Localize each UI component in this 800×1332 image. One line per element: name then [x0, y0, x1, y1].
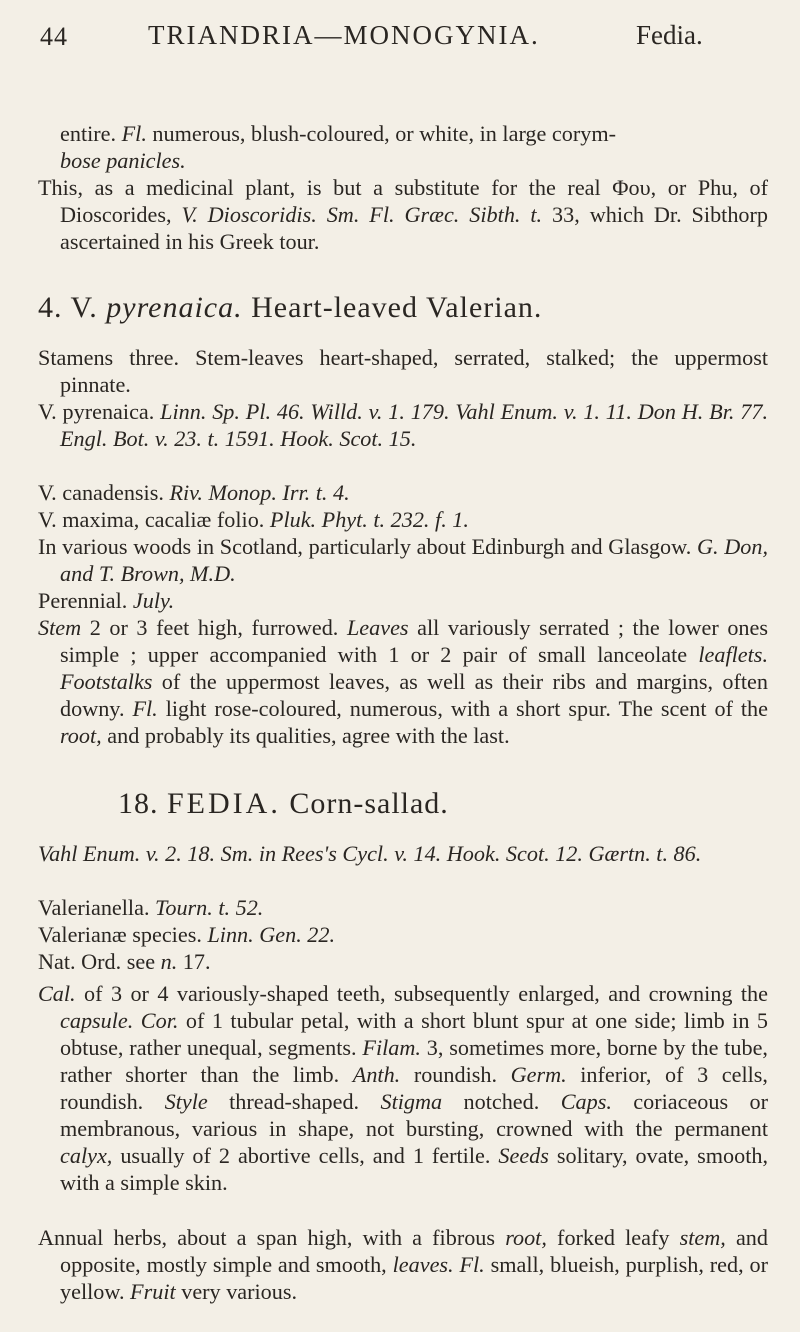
text: thread-shaped. [207, 1089, 381, 1114]
text-italic: Linn. Gen. 22. [207, 922, 336, 947]
text-italic: Anth. [352, 1062, 401, 1087]
text-italic: root, [60, 723, 102, 748]
text: forked leafy [546, 1225, 680, 1250]
genus-name: FEDIA. [167, 787, 281, 820]
text: inferior, of 3 cells, roundish. [60, 1062, 768, 1114]
common-name: Corn-sallad. [280, 787, 449, 820]
text: 17. [177, 949, 211, 974]
text-italic: Style [164, 1089, 208, 1114]
text-italic: Caps. [560, 1089, 612, 1114]
text-italic: Cal. [38, 981, 76, 1006]
text-italic: Cor. [140, 1008, 179, 1033]
synonym [38, 398, 768, 452]
running-genus: Fedia. [636, 20, 703, 50]
text-italic: Riv. Monop. Irr. t. 4. [169, 480, 350, 505]
text-italic: Fl. [132, 696, 158, 721]
text-italic: Stem [38, 615, 82, 640]
common-name: Heart-leaved Valerian. [242, 291, 543, 324]
text-italic: Linn. Sp. Pl. 46. Willd. v. 1. 179. Vahl Enum. v. 1. 11. Don H. Br. 77. Engl. Bot. v. 23. t. 1591. Hook. Scot. 15. [60, 399, 768, 451]
text-italic: Fl. [121, 121, 147, 146]
synonym [38, 506, 768, 533]
text: of 3 or 4 variously-shaped teeth, subsequently enlarged, and crowning the [75, 981, 768, 1006]
text-italic: Germ. [510, 1062, 567, 1087]
text: 33, which Dr. Sibthorp ascertained in his Greek tour. [60, 202, 768, 254]
text: entire. [60, 121, 122, 146]
genus-references [38, 921, 768, 948]
text: of 1 tubular petal, with a short blunt spur at one side; limb in 5 obtuse, rather unequal, segments. [60, 1008, 769, 1060]
text: 4. V. [38, 291, 107, 324]
text: Valerianæ species. [38, 922, 208, 947]
text: all variously serrated ; the lower ones simple ; upper accompanied with 1 or 2 pair of small lanceolate [60, 615, 768, 667]
text [133, 1008, 140, 1033]
text: 3, sometimes more, borne by the tube, rather shorter than the limb. [60, 1035, 768, 1087]
text-italic: Vahl Enum. v. 2. 18. Sm. in Rees's Cycl. v. 14. Hook. Scot. 12. Gærtn. t. 86. [38, 841, 702, 866]
text: V. pyrenaica. [38, 399, 161, 424]
genus-references [38, 894, 768, 921]
species-heading [38, 290, 768, 326]
text-italic: G. Don, and T. Brown, M.D. [60, 534, 769, 586]
text-italic: capsule. [60, 1008, 134, 1033]
running-header [40, 16, 760, 56]
text-italic: leaflets. [698, 642, 768, 667]
text-italic: root, [505, 1225, 547, 1250]
text: 2 or 3 feet high, furrowed. [81, 615, 347, 640]
running-title: TRIANDRIA—MONOGYNIA. [148, 20, 540, 50]
text: coriaceous or membranous, various in shape, not bursting, crowned with the permanent [60, 1089, 768, 1141]
species-name: pyrenaica. [106, 291, 243, 324]
text: very various. [175, 1279, 298, 1304]
text: usually of 2 abortive cells, and 1 fertile. [112, 1143, 499, 1168]
text-italic: calyx, [60, 1143, 113, 1168]
text-italic: Fruit [130, 1279, 176, 1304]
text: notched. [442, 1089, 561, 1114]
page-number: 44 [40, 22, 68, 51]
text-italic: leaves. [392, 1252, 454, 1277]
text: roundish. [400, 1062, 511, 1087]
text-italic: Pluk. Phyt. t. 232. f. 1. [269, 507, 469, 532]
synonym [38, 479, 768, 506]
genus-references [38, 948, 768, 975]
text: V. canadensis. [38, 480, 170, 505]
text: numerous, blush-coloured, or white, in large corym- [146, 121, 616, 146]
text: 18. [118, 787, 167, 820]
specific-character: Stamens three. Stem-leaves heart-shaped, serrated, stalked; the uppermost pinnate. [38, 345, 768, 397]
text: and opposite, mostly simple and smooth, [60, 1225, 768, 1277]
description [38, 614, 768, 749]
text-italic: n. [160, 949, 178, 974]
text: Nat. Ord. see [38, 949, 161, 974]
text-italic: Stigma [380, 1089, 443, 1114]
habitat [38, 533, 768, 587]
genus-references [38, 840, 768, 867]
intro-paragraph [38, 174, 768, 255]
text: small, blueish, purplish, red, or yellow. [60, 1252, 768, 1304]
duration [38, 587, 768, 614]
text: Perennial. [38, 588, 133, 613]
text: In various woods in Scotland, particularly about Edinburgh and Glasgow. [38, 534, 697, 559]
genus-habit [38, 1224, 768, 1305]
intro-continuation [60, 120, 768, 174]
generic-character [38, 980, 768, 1196]
text-italic: Fl. [459, 1252, 485, 1277]
text: light rose-coloured, numerous, with a short spur. The scent of the [157, 696, 768, 721]
text-italic: Tourn. t. 52. [155, 895, 264, 920]
text-italic: bose panicles. [60, 148, 186, 173]
text-italic: Footstalks [60, 669, 153, 694]
text: and probably its qualities, agree with the last. [101, 723, 510, 748]
text-italic: stem, [679, 1225, 726, 1250]
text: Valerianella. [38, 895, 156, 920]
text-italic: Seeds [498, 1143, 549, 1168]
genus-heading [118, 786, 778, 822]
text: Annual herbs, about a span high, with a fibrous [38, 1225, 506, 1250]
text-italic: Filam. [362, 1035, 421, 1060]
text: This, as a medicinal plant, is but a substitute for the real Φου, or Phu, of Dioscorides, [38, 175, 768, 227]
text: solitary, ovate, smooth, with a simple skin. [60, 1143, 768, 1195]
text-italic: July. [132, 588, 175, 613]
text-italic: Leaves [346, 615, 409, 640]
text: V. maxima, cacaliæ folio. [38, 507, 270, 532]
text-italic: V. Dioscoridis. Sm. Fl. Græc. Sibth. t. [181, 202, 543, 227]
text: of the uppermost leaves, as well as their ribs and margins, often downy. [60, 669, 768, 721]
